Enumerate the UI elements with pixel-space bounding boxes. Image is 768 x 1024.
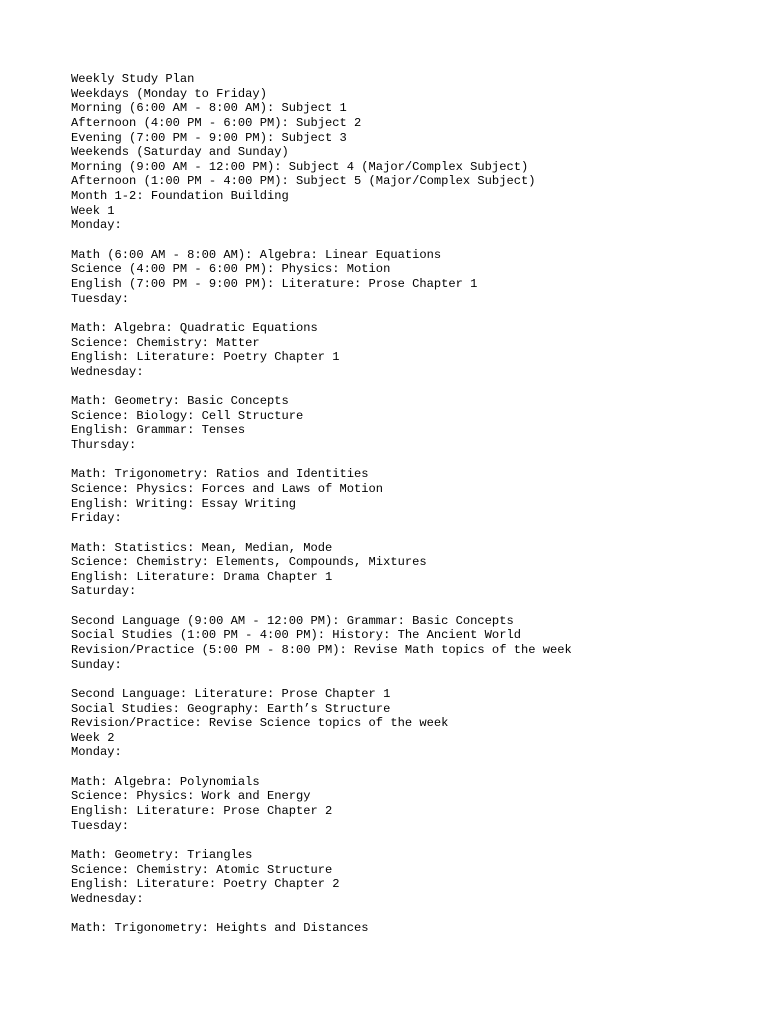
document-page	[71, 72, 751, 936]
topic-line: English: Literature: Poetry Chapter 2	[71, 877, 340, 892]
blank-line	[71, 672, 751, 687]
topic-line: Revision/Practice: Revise Science topics of the week	[71, 716, 449, 731]
topic-line: English: Grammar: Tenses	[71, 423, 246, 438]
topic-line: Social Studies: Geography: Earth’s Structure	[71, 701, 391, 716]
topic-line: Math: Algebra: Quadratic Equations	[71, 320, 318, 335]
week-heading: Week 2	[71, 730, 115, 745]
day-heading: Sunday:	[71, 657, 122, 672]
day-heading: Wednesday:	[71, 891, 144, 906]
day-heading: Thursday:	[71, 438, 137, 453]
blank-line	[71, 833, 751, 848]
blank-line	[71, 379, 751, 394]
day-heading: Monday:	[71, 745, 122, 760]
section-heading-weekends: Weekends (Saturday and Sunday)	[71, 145, 289, 160]
topic-line: Science: Chemistry: Atomic Structure	[71, 862, 333, 877]
topic-line: Science: Biology: Cell Structure	[71, 408, 304, 423]
topic-line: English (7:00 PM - 9:00 PM): Literature: Prose Chapter 1	[71, 276, 478, 291]
day-heading: Tuesday:	[71, 818, 130, 833]
topic-line: Science (4:00 PM - 6:00 PM): Physics: Motion	[71, 262, 391, 277]
day-heading: Saturday:	[71, 584, 137, 599]
topic-line: English: Literature: Poetry Chapter 1	[71, 350, 340, 365]
document-title: Weekly Study Plan	[71, 72, 195, 86]
topic-line: Science: Chemistry: Matter	[71, 335, 260, 350]
topic-line: Second Language: Literature: Prose Chapter 1	[71, 686, 391, 701]
topic-line: Science: Physics: Forces and Laws of Motion	[71, 481, 384, 496]
blank-line	[71, 306, 751, 321]
day-heading: Tuesday:	[71, 291, 130, 306]
month-heading: Month 1-2: Foundation Building	[71, 189, 289, 204]
schedule-line: Morning (9:00 AM - 12:00 PM): Subject 4 (Major/Complex Subject)	[71, 159, 529, 174]
topic-line: Science: Physics: Work and Energy	[71, 789, 311, 804]
topic-line: Math (6:00 AM - 8:00 AM): Algebra: Linear Equations	[71, 247, 442, 262]
topic-line: Science: Chemistry: Elements, Compounds, Mixtures	[71, 555, 427, 570]
week-heading: Week 1	[71, 203, 115, 218]
schedule-line: Afternoon (4:00 PM - 6:00 PM): Subject 2	[71, 115, 362, 130]
blank-line	[71, 453, 751, 468]
blank-line	[71, 526, 751, 541]
topic-line: English: Literature: Prose Chapter 2	[71, 804, 333, 819]
topic-line: Math: Geometry: Basic Concepts	[71, 394, 289, 409]
topic-line: Math: Algebra: Polynomials	[71, 774, 260, 789]
topic-line: English: Writing: Essay Writing	[71, 496, 296, 511]
blank-line	[71, 599, 751, 614]
topic-line: Math: Trigonometry: Ratios and Identities	[71, 467, 369, 482]
blank-line	[71, 760, 751, 775]
blank-line	[71, 907, 751, 922]
topic-line: Second Language (9:00 AM - 12:00 PM): Grammar: Basic Concepts	[71, 613, 514, 628]
topic-line: Revision/Practice (5:00 PM - 8:00 PM): Revise Math topics of the week	[71, 642, 572, 657]
day-heading: Friday:	[71, 511, 122, 526]
section-heading-weekdays: Weekdays (Monday to Friday)	[71, 86, 267, 101]
topic-line: Social Studies (1:00 PM - 4:00 PM): History: The Ancient World	[71, 628, 521, 643]
day-heading: Wednesday:	[71, 364, 144, 379]
topic-line: Math: Geometry: Triangles	[71, 847, 253, 862]
topic-line: English: Literature: Drama Chapter 1	[71, 569, 333, 584]
schedule-line: Morning (6:00 AM - 8:00 AM): Subject 1	[71, 101, 347, 116]
schedule-line: Afternoon (1:00 PM - 4:00 PM): Subject 5 (Major/Complex Subject)	[71, 174, 536, 189]
blank-line	[71, 233, 751, 248]
topic-line: Math: Trigonometry: Heights and Distances	[71, 921, 369, 936]
topic-line: Math: Statistics: Mean, Median, Mode	[71, 540, 333, 555]
day-heading: Monday:	[71, 218, 122, 233]
schedule-line: Evening (7:00 PM - 9:00 PM): Subject 3	[71, 130, 347, 145]
